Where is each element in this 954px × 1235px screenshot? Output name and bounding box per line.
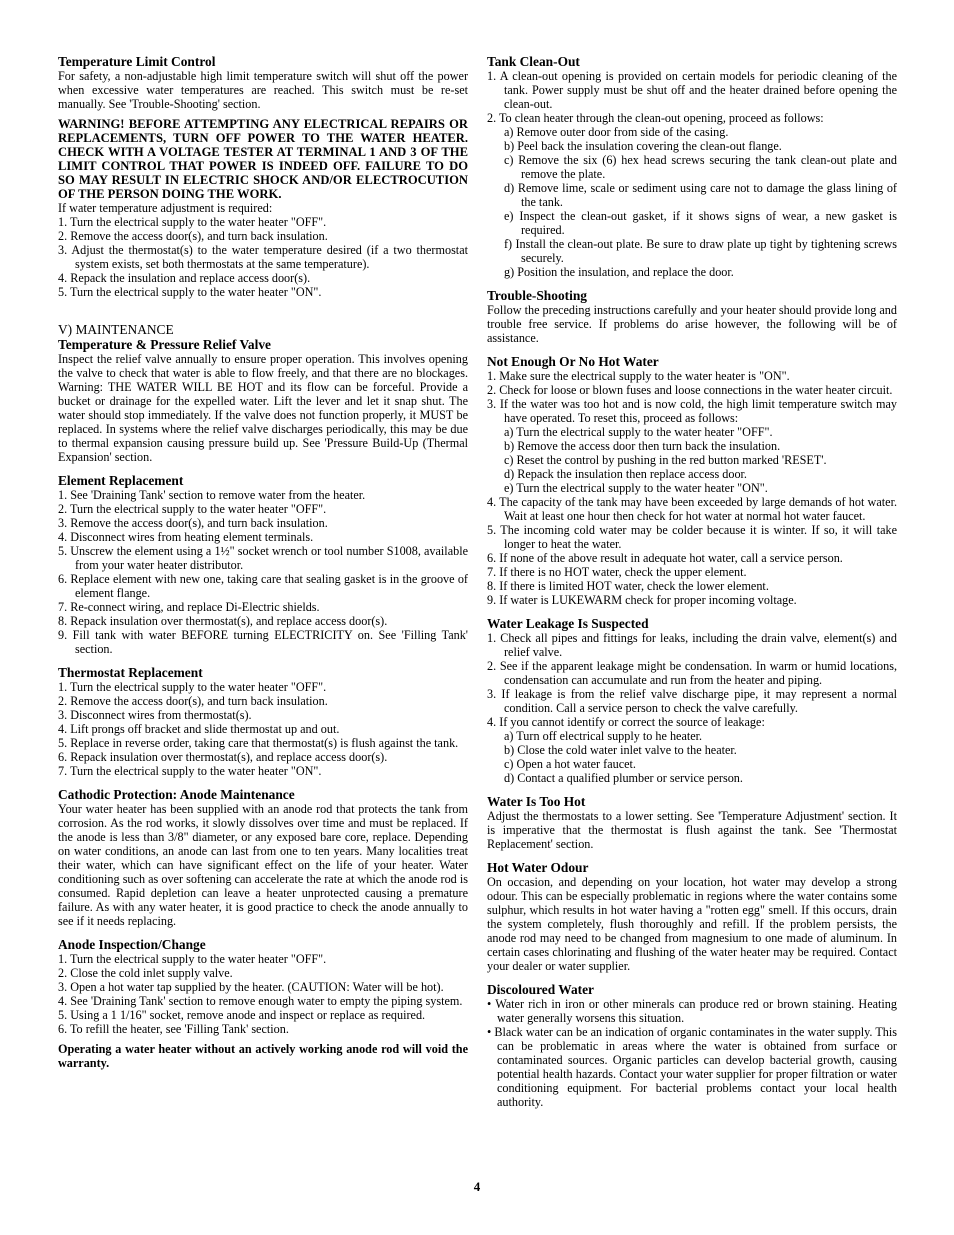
no-hot-water-section bbox=[487, 354, 897, 607]
element-replacement-heading: Element Replacement bbox=[58, 473, 184, 488]
list-item: 8. If there is limited HOT water, check the lower element. bbox=[487, 579, 769, 593]
right-column bbox=[487, 54, 897, 1118]
list-item: b) Close the cold water inlet valve to the heater. bbox=[504, 743, 737, 757]
list-item: b) Remove the access door then turn back the insulation. bbox=[504, 439, 781, 453]
no-hot-water-steps-continued bbox=[487, 495, 897, 607]
element-steps bbox=[58, 488, 468, 656]
list-item: 5. Using a 1 1/16" socket, remove anode and inspect or replace as required. bbox=[58, 1008, 426, 1022]
warranty-note: Operating a water heater without an actively working anode rod will void the warranty. bbox=[58, 1042, 468, 1070]
list-item: 5. Unscrew the element using a 1½" socket wrench or tool number S1008, available from your water heater distributor. bbox=[58, 544, 468, 572]
list-item: e) Inspect the clean-out gasket, if it shows signs of wear, a new gasket is required. bbox=[504, 209, 897, 237]
adjustment-steps bbox=[58, 215, 468, 299]
water-too-hot-body: Adjust the thermostats to a lower setting. See 'Temperature Adjustment' section. It is imperative that the thermostat is flush against the tank. See 'Thermostat Replacement' section. bbox=[487, 809, 897, 851]
list-item: 5. The incoming cold water may be colder because it is winter. If so, it will take longer to heat the water. bbox=[487, 523, 897, 551]
list-item: 6. To refill the heater, see 'Filling Tank' section. bbox=[58, 1022, 289, 1036]
list-item: 4. See 'Draining Tank' section to remove enough water to empty the piping system. bbox=[58, 994, 463, 1008]
list-item: 3. Adjust the thermostat(s) to the water temperature desired (if a two thermostat system exists, set both thermostats at the same temperature). bbox=[58, 243, 468, 271]
water-too-hot-heading: Water Is Too Hot bbox=[487, 794, 586, 809]
thermostat-steps bbox=[58, 680, 468, 778]
tank-cleanout-heading: Tank Clean-Out bbox=[487, 54, 580, 69]
list-item: 1. Check all pipes and fittings for leaks, including the drain valve, element(s) and relief valve. bbox=[487, 631, 897, 659]
electrical-warning: WARNING! BEFORE ATTEMPTING ANY ELECTRICAL REPAIRS OR REPLACEMENTS, TURN OFF POWER TO THE WATER HEATER. CHECK WITH A VOLTAGE TESTER AT TERMINAL 1 AND 3 OF THE LIMIT CONTROL THAT POWER IS INDEED OFF. FAILURE TO DO SO MAY RESULT IN ELECTRIC SHOCK AND/OR ELECTROCUTION OF THE PERSON DOING THE WORK. bbox=[58, 117, 468, 201]
trouble-shooting-section bbox=[487, 288, 897, 345]
trouble-shooting-body: Follow the preceding instructions carefully and your heater should provide long and trouble free service. If problems do arise however, the following will be of assistance. bbox=[487, 303, 897, 345]
list-item: c) Remove the six (6) hex head screws securing the tank clean-out plate and remove the plate. bbox=[504, 153, 897, 181]
no-hot-water-steps bbox=[487, 369, 897, 425]
list-item: d) Contact a qualified plumber or service person. bbox=[504, 771, 743, 785]
water-leakage-section bbox=[487, 616, 897, 785]
list-item: 4. If you cannot identify or correct the source of leakage: bbox=[487, 715, 765, 729]
list-item: 1. Turn the electrical supply to the water heater "OFF". bbox=[58, 215, 327, 229]
list-item: 1. Make sure the electrical supply to the water heater is "ON". bbox=[487, 369, 790, 383]
thermostat-replacement-heading: Thermostat Replacement bbox=[58, 665, 203, 680]
list-item: d) Repack the insulation then replace access door. bbox=[504, 467, 747, 481]
no-hot-water-heading: Not Enough Or No Hot Water bbox=[487, 354, 659, 369]
temperature-limit-heading: Temperature Limit Control bbox=[58, 54, 216, 69]
leakage-substeps bbox=[487, 729, 897, 785]
list-item: 3. Remove the access door(s), and turn back insulation. bbox=[58, 516, 328, 530]
hot-water-odour-heading: Hot Water Odour bbox=[487, 860, 589, 875]
maintenance-title: V) MAINTENANCE bbox=[58, 322, 174, 337]
list-item: 1. Turn the electrical supply to the water heater "OFF". bbox=[58, 680, 327, 694]
list-item: 6. Replace element with new one, taking care that sealing gasket is in the groove of element flange. bbox=[58, 572, 468, 600]
list-item: 6. Repack insulation over thermostat(s), and replace access door(s). bbox=[58, 750, 388, 764]
list-item: d) Remove lime, scale or sediment using care not to damage the glass lining of the tank. bbox=[504, 181, 897, 209]
list-item: 3. Disconnect wires from thermostat(s). bbox=[58, 708, 252, 722]
temperature-limit-section bbox=[58, 54, 468, 299]
list-item: 4. Repack the insulation and replace access door(s). bbox=[58, 271, 311, 285]
list-item: a) Remove outer door from side of the casing. bbox=[504, 125, 729, 139]
list-item: 2. Check for loose or blown fuses and loose connections in the water heater circuit. bbox=[487, 383, 893, 397]
cleanout-step-1: 1. A clean-out opening is provided on certain models for periodic cleaning of the tank. Power supply must be shut off and the heater drained before opening the clean-out. bbox=[487, 69, 897, 111]
list-item: 2. Close the cold inlet supply valve. bbox=[58, 966, 233, 980]
list-item: 4. Lift prongs off bracket and slide thermostat up and out. bbox=[58, 722, 340, 736]
adjustment-intro: If water temperature adjustment is required: bbox=[58, 201, 273, 215]
temperature-limit-body: For safety, a non-adjustable high limit temperature switch will shut off the power when excessive water temperatures are reached. This switch must be re-set manually. See 'Trouble-Shooting' section. bbox=[58, 69, 468, 111]
list-item: c) Open a hot water faucet. bbox=[504, 757, 636, 771]
list-item: • Black water can be an indication of organic contaminates in the water supply. This can be problematic in areas where the water is obtained from surface or contaminated sources. Organic particles can develop bacterial growth, causing potential health hazards. Contact your water supplier for proper filtration or water conditioning equipment. For bacterial problems contact your local health authority. bbox=[487, 1025, 897, 1109]
relief-valve-heading: Temperature & Pressure Relief Valve bbox=[58, 337, 271, 352]
list-item: 4. The capacity of the tank may have been exceeded by large demands of hot water. Wait at least one hour then check for hot water at normal hot water faucet. bbox=[487, 495, 897, 523]
discoloured-water-heading: Discoloured Water bbox=[487, 982, 594, 997]
cleanout-step-2: 2. To clean heater through the clean-out opening, proceed as follows: bbox=[487, 111, 824, 125]
water-too-hot-section bbox=[487, 794, 897, 851]
list-item: 7. Re-connect wiring, and replace Di-Electric shields. bbox=[58, 600, 320, 614]
list-item: g) Position the insulation, and replace the door. bbox=[504, 265, 734, 279]
list-item: b) Peel back the insulation covering the clean-out flange. bbox=[504, 139, 782, 153]
list-item: f) Install the clean-out plate. Be sure to draw plate up tight by tightening screws securely. bbox=[504, 237, 897, 265]
trouble-shooting-heading: Trouble-Shooting bbox=[487, 288, 587, 303]
element-replacement-section bbox=[58, 473, 468, 656]
list-item: 1. Turn the electrical supply to the water heater "OFF". bbox=[58, 952, 327, 966]
list-item: 2. See if the apparent leakage might be condensation. In warm or humid locations, condensation can accumulate and run from the heater and piping. bbox=[487, 659, 897, 687]
page-number: 4 bbox=[473, 1179, 481, 1194]
anode-inspection-section bbox=[58, 937, 468, 1070]
water-leakage-heading: Water Leakage Is Suspected bbox=[487, 616, 649, 631]
cathodic-protection-heading: Cathodic Protection: Anode Maintenance bbox=[58, 787, 295, 802]
tank-cleanout-section bbox=[487, 54, 897, 279]
list-item: 5. Replace in reverse order, taking care that thermostat(s) is flush against the tank. bbox=[58, 736, 459, 750]
anode-steps bbox=[58, 952, 468, 1036]
list-item: 2. Remove the access door(s), and turn back insulation. bbox=[58, 694, 328, 708]
list-item: e) Turn the electrical supply to the water heater "ON". bbox=[504, 481, 768, 495]
list-item: 3. If leakage is from the relief valve discharge pipe, it may represent a normal condition. Call a service person to check the valve carefully. bbox=[487, 687, 897, 715]
hot-water-odour-body: On occasion, and depending on your location, hot water may develop a strong odour. This can be especially problematic in regions where the water contains some sulphur, which results in hot water having a "rotten egg" smell. If this occurs, drain the system completely, flush thoroughly and refill. If the problem persists, the anode rod may need to be changed from magnesium to one made of aluminum. In certain cases chlorinating and flushing of the water heater may be required. Contact your dealer or water supplier. bbox=[487, 875, 897, 973]
list-item: 3. If the water was too hot and is now cold, the high limit temperature switch may have operated. To reset this, proceed as follows: bbox=[487, 397, 897, 425]
list-item: 5. Turn the electrical supply to the water heater "ON". bbox=[58, 285, 322, 299]
anode-inspection-heading: Anode Inspection/Change bbox=[58, 937, 206, 952]
list-item: • Water rich in iron or other minerals can produce red or brown staining. Heating water generally worsens this situation. bbox=[487, 997, 897, 1025]
list-item: 2. Turn the electrical supply to the water heater "OFF". bbox=[58, 502, 327, 516]
thermostat-replacement-section bbox=[58, 665, 468, 778]
list-item: a) Turn the electrical supply to the water heater "OFF". bbox=[504, 425, 773, 439]
list-item: a) Turn off electrical supply to he heater. bbox=[504, 729, 703, 743]
list-item: 6. If none of the above result in adequate hot water, call a service person. bbox=[487, 551, 843, 565]
list-item: 9. Fill tank with water BEFORE turning ELECTRICITY on. See 'Filling Tank' section. bbox=[58, 628, 468, 656]
list-item: 3. Open a hot water tap supplied by the heater. (CAUTION: Water will be hot). bbox=[58, 980, 444, 994]
list-item: 2. Remove the access door(s), and turn back insulation. bbox=[58, 229, 328, 243]
leakage-steps bbox=[487, 631, 897, 729]
cathodic-protection-body: Your water heater has been supplied with an anode rod that protects the tank from corrosion. As the rod works, it slowly dissolves over time and must be replaced. If the anode is less than 3/8" diameter, or any exposed bare core, replace. Depending on water conditions, an anode can last from one to ten years. Many localities treat their water, which can have significant effect on the life of your heater. Water conditioning such as over softening can accelerate the rate at which the anode rod is consumed. Rapid depletion can leave a heater unprotected causing a premature failure. As with any water heater, it is good practice to check the anode annually to see if it needs replacing. bbox=[58, 802, 468, 928]
list-item: 7. Turn the electrical supply to the water heater "ON". bbox=[58, 764, 322, 778]
list-item: 1. See 'Draining Tank' section to remove water from the heater. bbox=[58, 488, 366, 502]
left-column bbox=[58, 54, 468, 1079]
maintenance-section bbox=[58, 322, 468, 464]
cathodic-protection-section bbox=[58, 787, 468, 928]
list-item: 8. Repack insulation over thermostat(s), and replace access door(s). bbox=[58, 614, 388, 628]
list-item: 4. Disconnect wires from heating element terminals. bbox=[58, 530, 314, 544]
list-item: 9. If water is LUKEWARM check for proper incoming voltage. bbox=[487, 593, 797, 607]
discoloured-water-section bbox=[487, 982, 897, 1109]
relief-valve-body: Inspect the relief valve annually to ensure proper operation. This involves opening the valve to check that water is able to flow freely, and that there are no blockages. Warning: THE WATER WILL BE HOT and its flow can be forceful. Provide a bucket or drainage for the expelled water. Lift the lever and let it snap shut. The water should stop immediately. If the valve does not function properly, it MUST be replaced. In systems where the relief valve discharges periodically, this may be due to thermal expansion causing pressure build up. See 'Pressure Build-Up (Thermal Expansion' section. bbox=[58, 352, 468, 464]
list-item: 7. If there is no HOT water, check the upper element. bbox=[487, 565, 747, 579]
list-item: c) Reset the control by pushing in the red button marked 'RESET'. bbox=[504, 453, 827, 467]
cleanout-substeps bbox=[487, 125, 897, 279]
hot-water-odour-section bbox=[487, 860, 897, 973]
reset-substeps bbox=[487, 425, 897, 495]
